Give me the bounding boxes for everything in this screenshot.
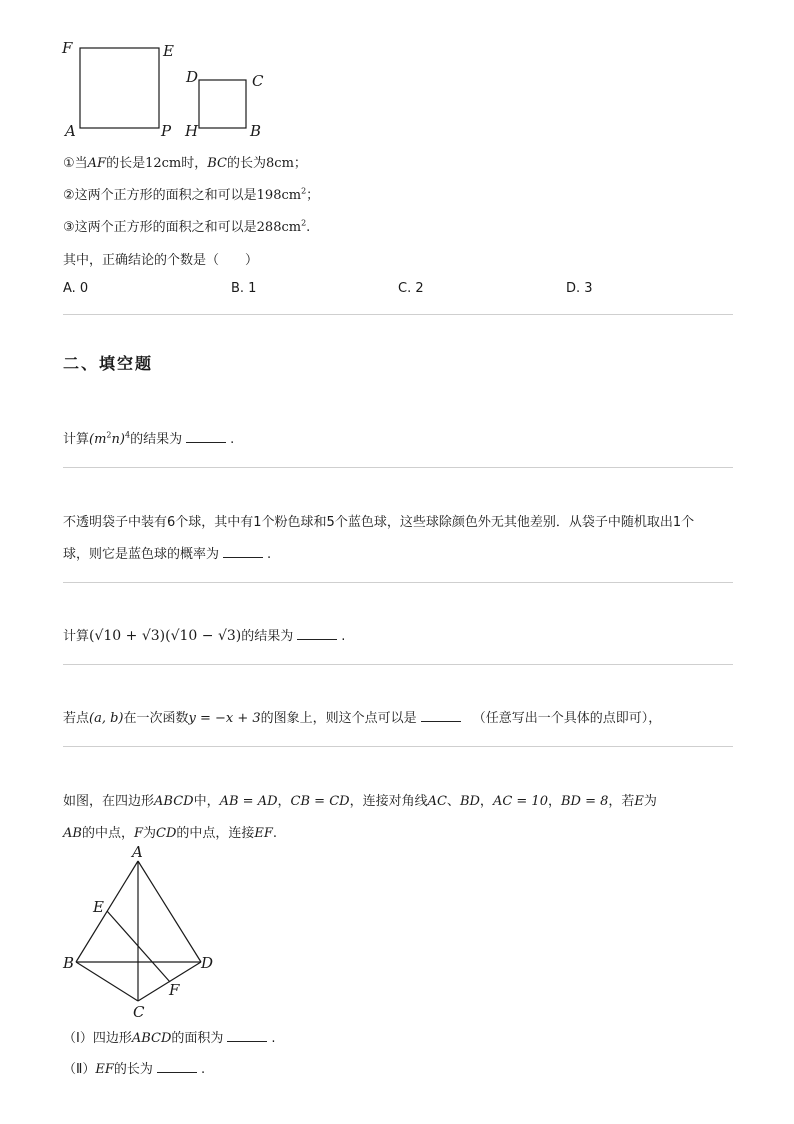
question-4: 若点(a, b)在一次函数y = −x + 3的图象上，则这个点可以是 （任意写出一个具体的点即可）， (63, 711, 662, 726)
answer-blank[interactable] (157, 1060, 197, 1073)
answer-blank[interactable] (186, 430, 226, 443)
large-square (80, 48, 159, 128)
divider (63, 467, 733, 468)
divider (63, 582, 733, 583)
question-5-part-2: （Ⅱ）EF的长为 . (63, 1062, 206, 1077)
quadrilateral-figure (55, 842, 235, 1022)
question-1: 计算$(m^2n)^4$的结果为 . (63, 430, 235, 447)
question-3: 计算(√10 + √3)(√10 − √3)的结果为 . (63, 628, 346, 644)
label-A: A (132, 843, 143, 861)
question-2-line-2: 球，则它是蓝色球的概率为 . (63, 547, 272, 562)
question-5-line-1: 如图，在四边形ABCD中，AB = AD，CB = CD，连接对角线AC、BD，AC = 10，BD = 8，若E为 (63, 794, 657, 809)
question-prompt: 其中，正确结论的个数是（ ） (63, 253, 259, 268)
option-a[interactable]: A. 0 (63, 281, 89, 296)
segment-BC (76, 962, 138, 1001)
label-D: D (186, 68, 199, 86)
divider (63, 314, 733, 315)
label-B: B (250, 122, 262, 140)
divider (63, 746, 733, 747)
divider (63, 664, 733, 665)
label-A: A (65, 122, 76, 140)
label-E: E (163, 42, 174, 60)
label-F: F (62, 39, 73, 57)
question-5-line-2: AB的中点，F为CD的中点，连接EF. (63, 826, 278, 841)
two-squares-figure (55, 35, 285, 145)
option-b[interactable]: B. 1 (231, 281, 257, 296)
question-2-line-1: 不透明袋子中装有6个球，其中有1个粉色球和5个蓝色球，这些球除颜色外无其他差别．从袋子中随机取出1个 (63, 515, 695, 530)
label-C: C (252, 72, 264, 90)
small-square (199, 80, 246, 128)
statement-3: ③这两个正方形的面积之和可以是$288cm^2$. (63, 218, 311, 235)
label-B: B (63, 954, 75, 972)
option-c[interactable]: C. 2 (398, 281, 424, 296)
label-D: D (201, 954, 214, 972)
section-title: 二、填空题 (63, 354, 154, 373)
label-F: F (169, 981, 180, 999)
answer-blank[interactable] (297, 627, 337, 640)
answer-blank[interactable] (227, 1029, 267, 1042)
statement-1: ①当AF的长是12cm时，BC的长为8cm； (63, 156, 307, 171)
label-E: E (93, 898, 104, 916)
answer-blank[interactable] (223, 545, 263, 558)
label-P: P (161, 122, 172, 140)
label-C: C (133, 1003, 145, 1021)
label-H: H (185, 122, 199, 140)
answer-blank[interactable] (421, 709, 461, 722)
question-5-part-1: （Ⅰ）四边形ABCD的面积为 . (63, 1031, 276, 1046)
segment-AD (138, 861, 201, 962)
statement-2: ②这两个正方形的面积之和可以是$198cm^2$； (63, 186, 320, 203)
option-d[interactable]: D. 3 (566, 281, 593, 296)
